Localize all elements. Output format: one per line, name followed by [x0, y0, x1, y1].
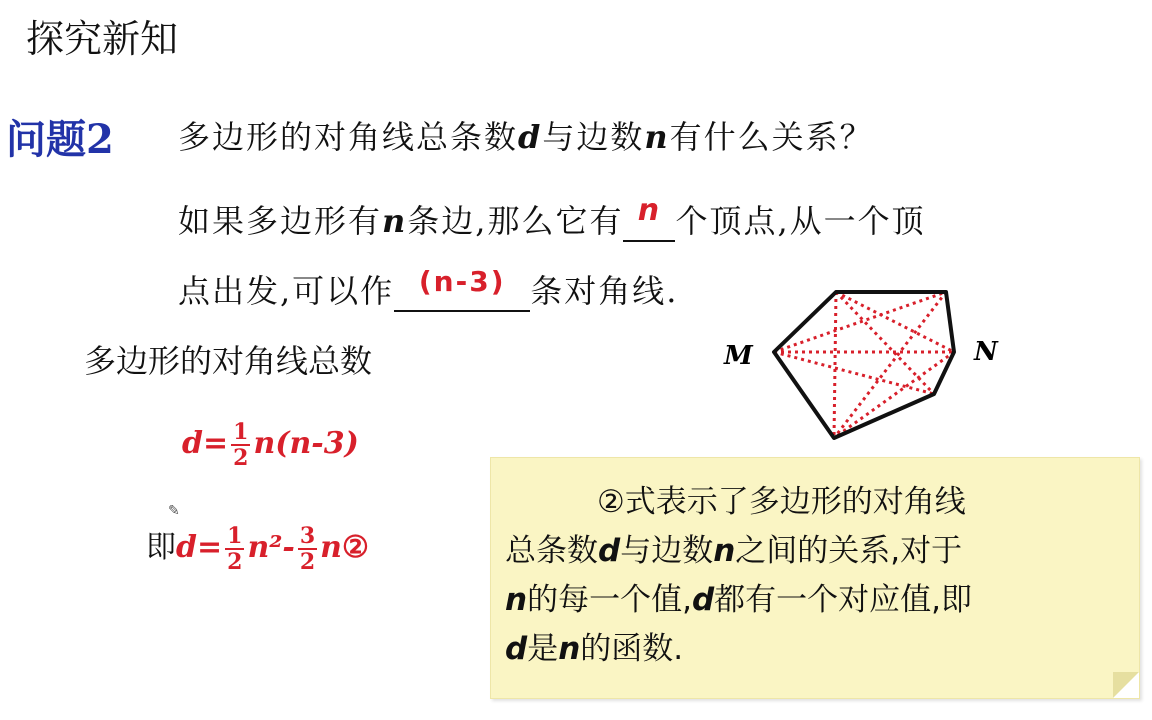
- answer-vertices: n: [637, 193, 662, 228]
- fraction-denominator: 2: [299, 549, 316, 575]
- note-text: [505, 478, 1125, 674]
- note-fold-corner: [1113, 672, 1139, 698]
- question-text-a: 多边形的对角线总条数: [178, 118, 519, 156]
- note-line: ②式表示了多边形的对角线: [597, 484, 966, 520]
- fraction-half: [231, 420, 250, 470]
- note-line: 与边数: [620, 533, 714, 569]
- question-label: 问题2: [6, 116, 114, 163]
- explanation-text: 条对角线.: [530, 272, 679, 310]
- fraction-numerator: 3: [299, 523, 316, 549]
- polygon-outline: [774, 292, 954, 438]
- explanation-text: 个顶点,从一个顶: [675, 202, 926, 240]
- formula-term: n²-: [247, 530, 295, 565]
- fraction-numerator: 1: [233, 419, 249, 445]
- answer-blank-diagonals: [394, 265, 530, 312]
- formula-lhs: d=: [182, 426, 229, 461]
- var-d: d: [505, 631, 528, 667]
- note-line: 是: [527, 631, 559, 667]
- equation-number: ②: [341, 530, 369, 565]
- fraction-three-halves: [298, 524, 317, 574]
- note-line: 的函数.: [580, 631, 684, 667]
- total-diagonals-label: 多边形的对角线总数: [84, 342, 373, 380]
- note-line: 总条数: [505, 533, 598, 569]
- explanation-line-1: [178, 193, 926, 242]
- diagonal-line: [834, 292, 836, 438]
- explanation-text: 条边,那么它有: [407, 202, 624, 240]
- fraction-denominator: 2: [233, 445, 249, 471]
- formula-prefix: 即: [146, 530, 176, 565]
- pen-cursor-icon: ✎: [168, 503, 180, 519]
- fraction-numerator: 1: [227, 523, 243, 549]
- answer-diagonals: (n-3): [418, 265, 506, 298]
- pentagon-diagonals: [774, 292, 954, 438]
- answer-blank-vertices: [623, 193, 675, 242]
- diagonal-line: [774, 292, 946, 352]
- question-text-c: 有什么关系？: [669, 118, 874, 156]
- note-line: 的每一个值,: [527, 582, 692, 618]
- var-d: d: [518, 118, 543, 156]
- var-n: n: [713, 533, 736, 569]
- fraction-denominator: 2: [227, 549, 243, 575]
- var-n: n: [644, 118, 670, 156]
- explanation-text: 如果多边形有: [178, 202, 383, 240]
- formula-lhs: d=: [176, 530, 223, 565]
- explanation-text: 点出发,可以作: [178, 272, 395, 310]
- diagonal-line: [834, 292, 946, 438]
- sticky-note: [490, 457, 1140, 699]
- vertex-label-n: N: [974, 337, 998, 367]
- var-d: d: [598, 533, 621, 569]
- var-n: n: [558, 631, 581, 667]
- fraction-half: [225, 524, 244, 574]
- var-n: n: [505, 582, 528, 618]
- vertex-label-m: M: [724, 341, 753, 371]
- formula-expanded: [146, 522, 369, 574]
- diagonal-line: [836, 292, 954, 352]
- formula-diagonals: [182, 420, 359, 470]
- note-line: 都有一个对应值,即: [714, 582, 972, 618]
- var-d: d: [691, 582, 715, 618]
- var-n: n: [382, 202, 408, 240]
- question-text-b: 与边数: [542, 118, 645, 156]
- note-line: 之间的关系,对于: [735, 533, 963, 569]
- page-title: 探究新知: [26, 17, 179, 61]
- diagonal-line: [834, 352, 954, 438]
- pentagon-diagram: [716, 272, 1016, 452]
- explanation-line-2: [178, 266, 678, 312]
- formula-rhs: n(n-3): [253, 426, 359, 461]
- formula-term: n: [320, 530, 342, 565]
- question-text: [178, 112, 874, 158]
